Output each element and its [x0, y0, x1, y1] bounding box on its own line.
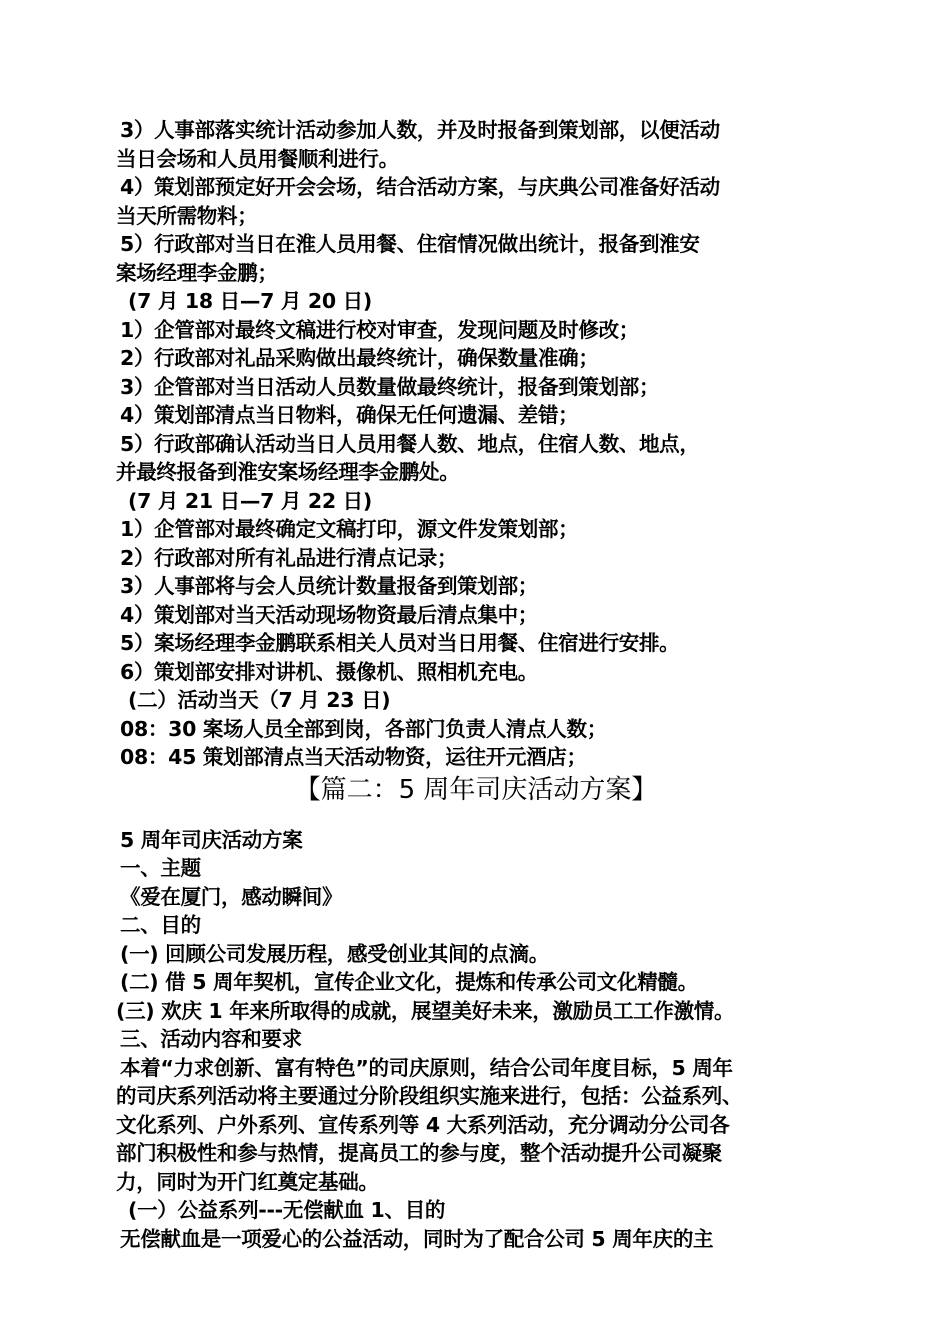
text-line: 文化系列、户外系列、宣传系列等 4 大系列活动，充分调动分公司各 [116, 1112, 730, 1137]
text-line: 5 周年司庆活动方案 [120, 827, 303, 852]
text-line: (二) 借 5 周年契机，宣传企业文化，提炼和传承公司文化精髓。 [120, 970, 698, 994]
text-line: 08：30 案场人员全部到岗，各部门负责人清点人数； [120, 716, 607, 741]
text-line: (三) 欢庆 1 年来所取得的成就，展望美好未来，激励员工工作激情。 [116, 998, 735, 1023]
text-line: 3）人事部落实统计活动参加人数，并及时报备到策划部，以便活动 [120, 118, 720, 142]
text-line: 1）企管部对最终确定文稿打印，源文件发策划部； [120, 517, 579, 541]
text-line: 2）行政部对礼品采购做出最终统计，确保数量准确； [120, 346, 599, 370]
text-line: 5）行政部确认活动当日人员用餐人数、地点，住宿人数、地点， [120, 431, 700, 456]
text-line: 案场经理李金鹏； [116, 260, 278, 285]
text-line: 08：45 策划部清点当天活动物资，运往开元酒店； [120, 745, 587, 769]
text-line: 部门积极性和参与热情，提高员工的参与度，整个活动提升公司凝聚 [116, 1141, 722, 1165]
section-two-text [116, 826, 836, 1254]
section-one-text [116, 116, 836, 772]
text-line: 二、目的 [120, 913, 201, 937]
text-line: 三、活动内容和要求 [120, 1027, 302, 1051]
text-line: 3）人事部将与会人员统计数量报备到策划部； [120, 574, 538, 598]
text-line: (二）活动当天（7 月 23 日) [128, 688, 391, 712]
document-body [116, 116, 836, 1253]
text-line: (7 月 21 日—7 月 22 日) [128, 488, 372, 513]
text-line: (一) 回顾公司发展历程，感受创业其间的点滴。 [120, 941, 549, 966]
text-line: 当天所需物料； [116, 203, 258, 228]
text-line: 并最终报备到淮安案场经理李金鹏处。 [116, 460, 460, 484]
text-line: 6）策划部安排对讲机、摄像机、照相机充电。 [120, 659, 538, 684]
text-line: 5）行政部对当日在淮人员用餐、住宿情况做出统计，报备到淮安 [120, 232, 700, 256]
text-line: 一、主题 [120, 856, 201, 880]
text-line: 无偿献血是一项爱心的公益活动，同时为了配合公司 5 周年庆的主 [120, 1226, 714, 1251]
text-line: 1）企管部对最终文稿进行校对审查，发现问题及时修改； [120, 317, 639, 342]
text-line: (一）公益系列---无偿献血 1、目的 [128, 1198, 446, 1222]
text-line: 《爱在厦门，感动瞬间》 [120, 884, 343, 909]
text-line: 2）行政部对所有礼品进行清点记录； [120, 545, 458, 570]
text-line: 4）策划部预定好开会会场，结合活动方案，与庆典公司准备好活动 [120, 175, 720, 199]
text-line: 当日会场和人员用餐顺利进行。 [116, 146, 399, 171]
text-line: 本着“力求创新、富有特色”的司庆原则，结合公司年度目标，5 周年 [120, 1055, 733, 1080]
text-line: 3）企管部对当日活动人员数量做最终统计，报备到策划部； [120, 374, 660, 399]
text-line: 4）策划部清点当日物料，确保无任何遗漏、差错； [120, 403, 579, 427]
text-line: 力，同时为开门红奠定基础。 [116, 1169, 379, 1194]
text-line: 5）案场经理李金鹏联系相关人员对当日用餐、住宿进行安排。 [120, 631, 680, 655]
text-line: 的司庆系列活动将主要通过分阶段组织实施来进行，包括：公益系列、 [116, 1084, 743, 1108]
text-line: (7 月 18 日—7 月 20 日) [128, 289, 372, 313]
section-title: 【篇二：5 周年司庆活动方案】 [294, 774, 658, 805]
text-line: 4）策划部对当天活动现场物资最后清点集中； [120, 602, 538, 627]
